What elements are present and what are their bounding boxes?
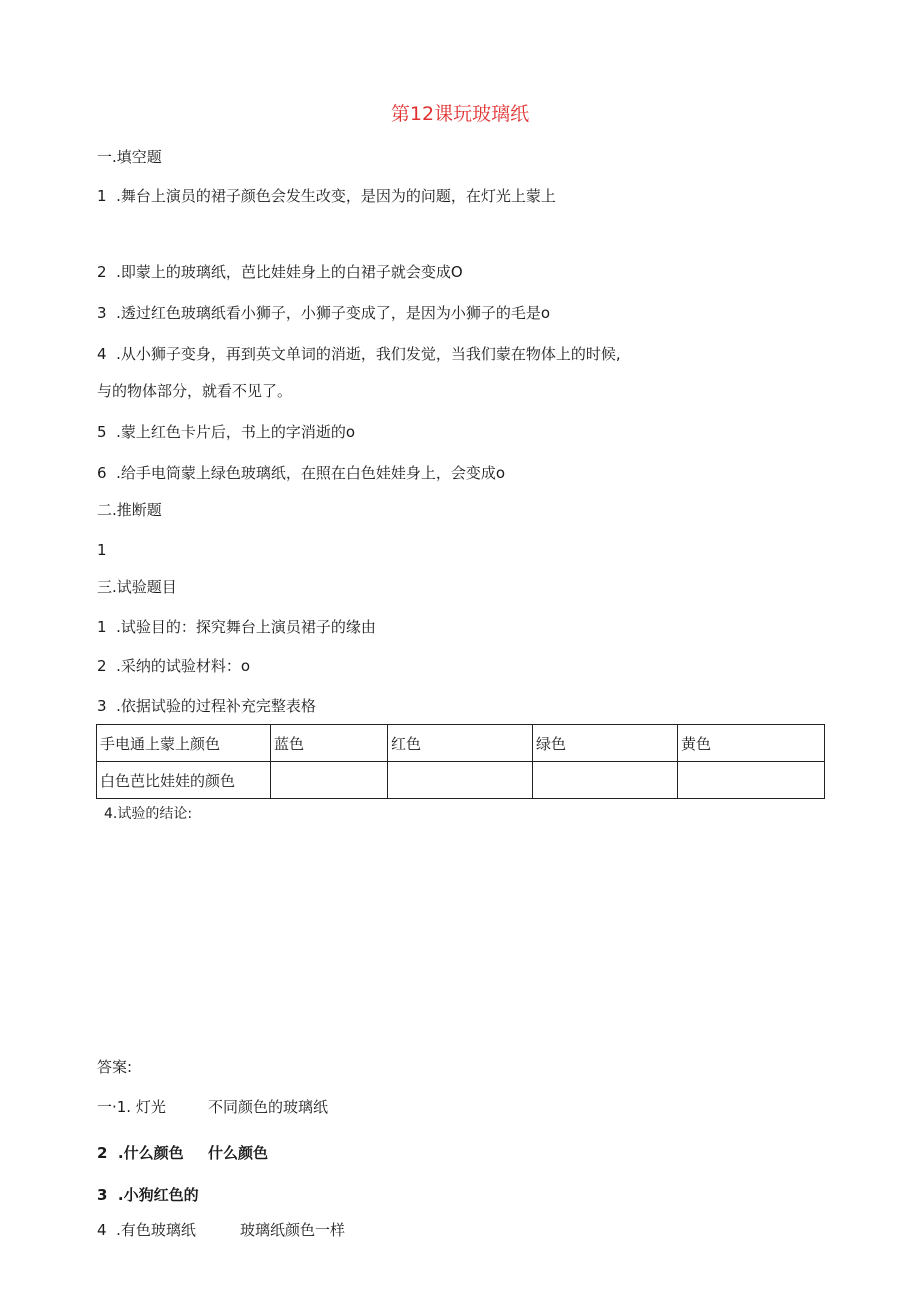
- table-row: [97, 762, 825, 799]
- experiment-table: [96, 724, 825, 799]
- table-cell: 白色芭比娃娃的颜色: [97, 762, 271, 799]
- table-row: [97, 725, 825, 762]
- question-1-4-line1: 4 .从小狮子变身，再到英文单词的消逝，我们发觉，当我们蒙在物体上的时候,: [97, 345, 621, 363]
- question-1-5: 5 .蒙上红色卡片后，书上的字消逝的o: [97, 423, 356, 441]
- question-3-2: 2 .采纳的试验材料：o: [97, 657, 251, 675]
- table-cell: 蓝色: [271, 725, 388, 762]
- table-cell: 黄色: [678, 725, 825, 762]
- table-cell: 绿色: [533, 725, 678, 762]
- section2-heading: 二.推断题: [97, 501, 162, 519]
- section1-heading: 一.填空题: [97, 148, 162, 166]
- table-cell: [388, 762, 533, 799]
- section3-heading: 三.试验题目: [97, 578, 177, 596]
- answer-2-part1: 2 .什么颜色: [97, 1144, 184, 1162]
- table-cell: 红色: [388, 725, 533, 762]
- answer-1: [97, 1097, 328, 1117]
- answer-2-part2: 什么颜色: [208, 1144, 269, 1162]
- table-cell: [271, 762, 388, 799]
- page-title: 第12课玩玻璃纸: [390, 103, 530, 125]
- question-1-6: 6 .给手电筒蒙上绿色玻璃纸，在照在白色娃娃身上，会变成o: [97, 464, 506, 482]
- question-1-3: 3 .透过红色玻璃纸看小狮子，小狮子变成了，是因为小狮子的毛是o: [97, 304, 551, 322]
- question-3-1: 1 .试验目的：探究舞台上演员裙子的缘由: [97, 618, 376, 636]
- question-3-3: 3 .依据试验的过程补充完整表格: [97, 697, 316, 715]
- table-cell: [678, 762, 825, 799]
- answer-4-part1: 4 .有色玻璃纸: [97, 1221, 196, 1239]
- question-2-1: 1: [97, 541, 107, 559]
- answer-4: [97, 1220, 345, 1240]
- question-1-1: 1 .舞台上演员的裙子颜色会发生改变，是因为的问题，在灯光上蒙上: [97, 187, 556, 205]
- table-cell: 手电通上蒙上颜色: [97, 725, 271, 762]
- answer-2: [97, 1143, 268, 1163]
- answers-heading: 答案:: [97, 1058, 133, 1076]
- question-3-4: 4.试验的结论:: [104, 806, 193, 822]
- table-cell: [533, 762, 678, 799]
- answer-1-part2: 不同颜色的玻璃纸: [208, 1098, 329, 1116]
- answer-4-part2: 玻璃纸颜色一样: [240, 1221, 346, 1239]
- question-1-4-line2: 与的物体部分，就看不见了。: [97, 382, 293, 400]
- question-1-2: 2 .即蒙上的玻璃纸，芭比娃娃身上的白裙子就会变成O: [97, 263, 463, 281]
- answer-1-part1: 一·1. 灯光: [97, 1098, 166, 1116]
- answer-3: 3 .小狗红色的: [97, 1186, 199, 1204]
